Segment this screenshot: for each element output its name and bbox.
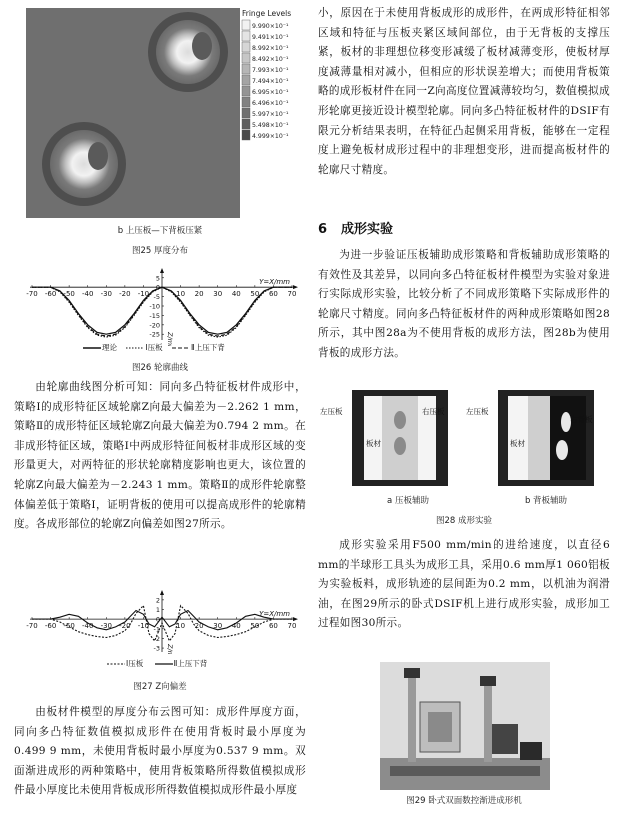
x-axis-arrow: [293, 617, 298, 621]
x-tick-label: 60: [268, 622, 278, 631]
fringe-level-swatch: [242, 119, 250, 129]
x-tick-label: -60: [44, 290, 57, 299]
x-tick-label: 30: [213, 622, 223, 631]
x-tick-label: 40: [231, 290, 241, 299]
fringe-level-swatch: [242, 130, 250, 140]
fringe-level-label: 9.990×10⁻¹: [252, 23, 289, 30]
fig28a-right-label: 右压板: [422, 407, 445, 416]
y-tick-label: 5: [155, 274, 160, 283]
fringe-level-swatch: [242, 31, 250, 41]
x-tick-label: 50: [250, 290, 260, 299]
y-tick-label: 1: [155, 606, 160, 614]
y-tick-label: -3: [153, 644, 160, 653]
x-tick-label: 10: [176, 290, 186, 299]
y-axis-arrow: [160, 590, 164, 595]
x-axis-label: Y=X/mm: [259, 278, 290, 287]
figure-25: [20, 6, 302, 220]
y-tick-label: 2: [155, 596, 160, 605]
fig29-photo: [380, 662, 550, 790]
machine-column-left: [408, 674, 416, 762]
fringe-level-label: 6.995×10⁻¹: [252, 89, 289, 96]
fringe-level-label: 7.993×10⁻¹: [252, 67, 289, 74]
x-tick-label: 10: [176, 622, 186, 631]
feature-core-1: [192, 32, 212, 60]
fringe-level-label: 5.997×10⁻¹: [252, 111, 289, 118]
y-tick-label: -10: [149, 302, 160, 311]
fig28a-sheet-label: 板材: [366, 439, 381, 448]
x-tick-label: -40: [81, 622, 94, 631]
fig28b-right-label: 右背板: [570, 415, 593, 424]
x-tick-label: -20: [119, 290, 131, 299]
figure-28: [318, 384, 610, 492]
x-tick-label: -10: [137, 290, 150, 299]
y-tick-label: -15: [149, 311, 160, 320]
fringe-level-swatch: [242, 97, 250, 107]
x-tick-label: -70: [26, 290, 38, 299]
section-number: 6: [318, 222, 328, 237]
machine-column-right: [484, 682, 492, 762]
dsif-machine-photo: [380, 662, 550, 790]
profile-curve-chart: [14, 266, 306, 346]
fringe-level-label: 6.496×10⁻¹: [252, 100, 289, 107]
fig28-sub-a: a 压板辅助: [387, 496, 429, 506]
section-title: 成形实验: [341, 222, 394, 237]
fringe-level-label: 5.498×10⁻¹: [252, 122, 289, 129]
figure-26: [14, 266, 306, 346]
fig25-subcaption: b 上压板—下背板压紧: [117, 226, 203, 236]
fig27-legend-backing: Ⅱ上压下背: [173, 659, 208, 668]
x-tick-label: -30: [100, 622, 113, 631]
fringe-level-label: 4.999×10⁻¹: [252, 133, 289, 140]
fig29-caption: 图29 卧式双面数控渐进成形机: [406, 796, 522, 806]
fringe-level-swatch: [242, 42, 250, 52]
x-tick-label: -50: [63, 622, 75, 631]
right-paragraph-1: 小，原因在于未使用背板成形的成形件，在两成形特征相邻区域和特征与压板夹紧区域间部位，由于无背板的支撑压紧，板材的非理想位移变形减缓了板材减薄变形，使板材厚度减薄量相对减小，但相应的形状误差增大；而使用背板策略的成形板材件在同一Z向高度位置减薄较均匀，数值模拟成形轮廓更接近设计模型轮廓。同向多凸特征板材件的DSIF有限元分析结果表明，在特征凸起侧采用背板，能够在一定程度上避免板材成形过程中的非理想变形，进而提高板材件的轮廓尺寸精度。: [318, 7, 610, 176]
left-paragraph-1: 由轮廓曲线图分析可知：同向多凸特征板材件成形中，策略Ⅰ的成形特征区域轮廓Z向最大偏差为－2.262 1 mm，策略Ⅱ的成形特征区域轮廓Z向最大偏差为0.794 2 mm。在非成形特征区域，策略Ⅰ中两成形特征间板材非成形区域的变形量更大，对两特征的形状轮廓精度影响也更大，该位置的轮廓Z向最大偏差为－2.243 1 mm。策略Ⅱ的成形件轮廓整体偏差低于策略Ⅰ，证明背板的使用可以提高成形件的轮廓精度。各成形部位的轮廓Z向偏差如图27所示。: [14, 381, 306, 531]
fig28b-sheet: [528, 396, 550, 480]
x-axis-arrow: [293, 285, 298, 289]
fig26-legend-backing: Ⅱ上压下背: [191, 343, 225, 352]
feature-dome-2: [50, 130, 118, 198]
x-tick-label: 70: [287, 622, 297, 631]
fringe-level-swatch: [242, 20, 250, 30]
right-paragraph-3: 成形实验采用F500 mm/min的进给速度，以直径6 mm的半球形工具头为成形工具，采用0.6 mm厚1 060铝板为实验板料，成形轨迹的层间距为0.2 mm，以机油为润滑油，在图29所示的卧式DSIF机上进行成形实验，成形加工过程如图30所示。: [318, 539, 610, 630]
x-tick-label: -60: [44, 622, 57, 631]
fig27-legend: [106, 658, 306, 670]
feature-core-2: [88, 142, 108, 170]
fringe-levels-title: Fringe Levels: [242, 9, 292, 18]
x-tick-label: -20: [119, 622, 131, 631]
figure-27: [14, 590, 306, 654]
x-tick-label: -30: [100, 290, 113, 299]
fig28a-left-plate: [364, 396, 382, 480]
fig28a-left-label: 左压板: [320, 407, 343, 416]
fig28a-feature-top: [394, 411, 406, 429]
fig28b-hole-bottom: [556, 440, 568, 460]
x-tick-label: 20: [194, 290, 204, 299]
fig28b-sheet-label: 板材: [510, 439, 525, 448]
fig28b-left-plate: [508, 396, 528, 480]
fig28b-backing-plate: [550, 396, 586, 480]
fig26-caption: 图26 轮廓曲线: [131, 363, 189, 373]
fringe-level-label: 8.992×10⁻¹: [252, 45, 289, 52]
y-axis-label: Z/mm: [166, 644, 174, 654]
right-paragraph-2: 为进一步验证压板辅助成形策略和背板辅助成形策略的有效性及其差异，以同向多凸特征板材件模型为实验对象进行实际成形实验，比较分析了不同成形策略下实际成形件的轮廓尺寸精度。同向多凸特征板材件的两种成形策略如图28所示，其中图28a为不使用背板的成形方法，图28b为使用背板的成形方法。: [318, 249, 610, 359]
fringe-level-swatch: [242, 64, 250, 74]
y-tick-label: 0: [155, 615, 160, 624]
x-tick-label: 20: [194, 622, 204, 631]
x-tick-label: 70: [287, 290, 297, 299]
x-tick-label: -70: [26, 622, 38, 631]
x-tick-label: -40: [81, 290, 94, 299]
x-tick-label: 40: [231, 622, 241, 631]
fig26-legend-theory: 理论: [102, 343, 117, 352]
machine-motor: [492, 724, 518, 754]
x-tick-label: 30: [213, 290, 223, 299]
fringe-level-swatch: [242, 53, 250, 63]
x-tick-label: -10: [137, 622, 150, 631]
fig28-sub-b: b 背板辅助: [524, 496, 568, 506]
x-axis-label: Y=X/mm: [259, 610, 290, 619]
thickness-contour-plot: [20, 6, 302, 220]
x-tick-label: -50: [63, 290, 75, 299]
fig28b-left-label: 左压板: [466, 407, 489, 416]
y-axis-arrow: [160, 268, 164, 273]
section-heading: [318, 218, 610, 237]
fringe-level-swatch: [242, 75, 250, 85]
fig28a-feature-bottom: [394, 437, 406, 455]
fig28-caption: 图28 成形实验: [435, 516, 493, 526]
y-tick-label: -25: [149, 330, 160, 339]
y-tick-label: -20: [149, 321, 160, 330]
fringe-level-swatch: [242, 86, 250, 96]
fig25-caption: 图25 厚度分布: [131, 246, 189, 256]
fig27-caption: 图27 Z向偏差: [133, 682, 187, 692]
y-axis-label: Z/mm: [166, 332, 174, 346]
y-tick-label: -2: [153, 634, 160, 643]
left-paragraph-2: 由板材件模型的厚度分布云图可知：成形件厚度方面，同向多凸特征数值模拟成形件在使用背板时最小厚度为0.499 9 mm，未使用背板时最小厚度为0.537 9 mm。双面渐进成形的两种策略中，使用背板策略所得数值模拟成形件最小厚度比未使用背板成形所得数值模拟成形件最小厚度: [14, 706, 306, 797]
forming-experiment-diagram: [318, 384, 610, 492]
fringe-level-label: 9.491×10⁻¹: [252, 34, 289, 41]
fig27-legend-plate: Ⅰ压板: [126, 659, 144, 668]
y-tick-label: -1: [153, 625, 160, 634]
fringe-level-swatch: [242, 108, 250, 118]
x-tick-label: 50: [250, 622, 260, 631]
fig26-legend-plate: Ⅰ压板: [145, 343, 163, 352]
y-tick-label: -5: [153, 293, 160, 302]
y-tick-label: 0: [155, 283, 160, 292]
fringe-level-label: 7.494×10⁻¹: [252, 78, 289, 85]
fringe-level-label: 8.492×10⁻¹: [252, 56, 289, 63]
fig26-legend: [82, 342, 306, 354]
x-tick-label: 60: [268, 290, 278, 299]
z-deviation-chart: [14, 590, 306, 654]
